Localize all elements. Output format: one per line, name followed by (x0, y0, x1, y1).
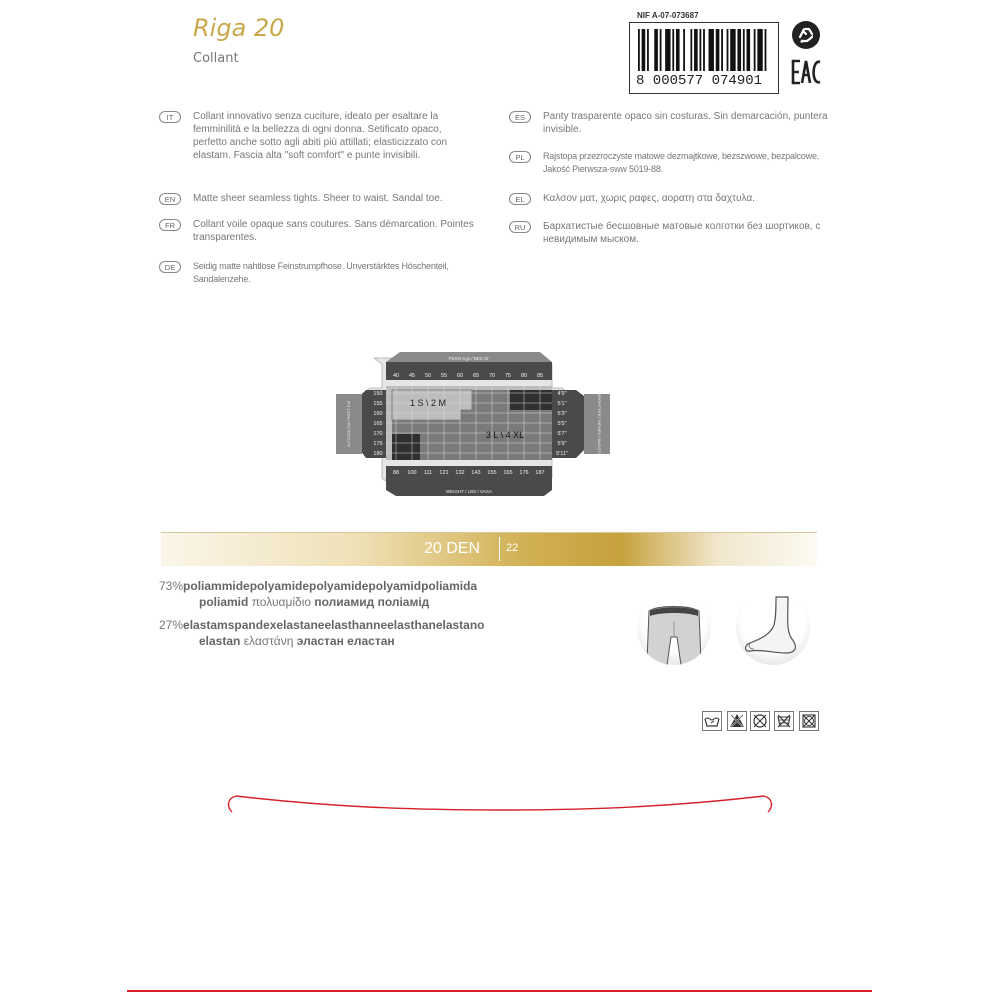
barcode-bar (737, 29, 741, 71)
height-ft-tick: 5'11" (556, 451, 568, 457)
barcode-bar (699, 29, 701, 71)
weight-kg-tick: 60 (456, 373, 464, 379)
barcode-bar (765, 29, 767, 71)
height-cm-tick: 155 (373, 401, 383, 407)
weight-kg-tick: 45 (408, 373, 416, 379)
composition-pct-2: 27% (159, 618, 184, 632)
composition-poliamid: poliamid (199, 595, 249, 609)
barcode-bar (727, 29, 729, 71)
language-code-fr: FR (159, 219, 181, 231)
language-code-de: DE (159, 261, 181, 273)
height-ft-tick: 5'5" (557, 421, 567, 427)
fold-guide-line (222, 784, 778, 824)
composition-pct-1: 73% (159, 579, 184, 593)
hand-wash-icon (702, 711, 722, 731)
composition-line-1b (199, 596, 429, 609)
description-text-en: Matte sheer seamless tights. Sheer to waist. Sandal toe. (193, 193, 443, 204)
sheer-to-waist-icon (637, 591, 711, 665)
product-title: Riga 20 (193, 14, 285, 42)
barcode-bar (665, 29, 670, 71)
size-chart-right-label: HEIGHT FEET INCHES / ВЫСОТА (597, 392, 602, 456)
weight-kg-tick: 65 (472, 373, 480, 379)
barcode-bar (638, 29, 640, 71)
weight-kg-tick: 75 (504, 373, 512, 379)
bottom-red-line (127, 990, 872, 992)
weight-lbs-tick: 111 (423, 470, 433, 476)
barcode-bar (757, 29, 762, 71)
height-cm-tick: 175 (373, 441, 383, 447)
description-ru (509, 220, 828, 246)
barcode-bar (730, 29, 735, 71)
height-cm-tick: 170 (373, 431, 383, 437)
height-ft-tick: 5'9" (557, 441, 567, 447)
description-el (509, 192, 828, 205)
barcode-bar (746, 29, 750, 71)
composition-cyr-2: эластан еластан (296, 634, 395, 648)
barcode-bar (676, 29, 680, 71)
description-text-es: Panty trasparente opaco sin costuras. Sin demarcación, puntera invisible. (543, 111, 828, 135)
language-code-el: EL (509, 193, 531, 205)
size-zone-sm: 1 S \ 2 M (409, 398, 447, 408)
language-code-it: IT (159, 111, 181, 123)
weight-lbs-tick: 176 (519, 470, 529, 476)
den-separator (499, 537, 500, 561)
description-en (159, 192, 478, 205)
product-subtitle: Collant (193, 51, 239, 66)
weight-lbs-tick: 155 (487, 470, 497, 476)
description-fr (159, 218, 478, 244)
no-dryclean-icon (799, 711, 819, 731)
no-tumble-dry-icon (774, 711, 794, 731)
description-text-pl: Rajstopa przezroczyste matowe dezmajtkowe, bezszwowe, bezpalcowe. Jakość Pierwsza-sww 5019-88. (543, 151, 820, 174)
height-cm-tick: 150 (373, 391, 383, 397)
size-chart-top-label: PESO Kgs / ВЕС КГ (448, 356, 490, 361)
weight-kg-tick: 85 (536, 373, 544, 379)
description-text-el: Καλσον ματ, χωρις ραφες, αορατη στα δαχτυλα. (543, 193, 755, 204)
barcode-bar (716, 29, 720, 71)
height-ft-tick: 5'3" (557, 411, 567, 417)
weight-lbs-tick: 100 (407, 470, 417, 476)
description-pl (509, 150, 828, 176)
no-iron-icon (750, 711, 770, 731)
barcode-bar (743, 29, 745, 71)
size-chart-left-label: ALTEZZA CM / РОСТ СМ (346, 401, 351, 447)
weight-lbs-tick: 143 (471, 470, 481, 476)
barcode-bar (703, 29, 705, 71)
recycle-icon (791, 20, 821, 50)
barcode-bar (654, 29, 658, 71)
description-text-it: Collant innovativo senza cuciture, ideato per esaltare la femminilità e la bellezza di ogni donna. Setificato opaco, perfetto anche sotto agli abiti più attillati; elasticizzato con elastam. Fascia alta "soft comfort" e punte invisibili. (193, 111, 448, 161)
barcode-bar (683, 29, 685, 71)
language-code-es: ES (509, 111, 531, 123)
height-cm-tick: 180 (373, 451, 383, 457)
composition-line-1 (159, 580, 477, 593)
den-next: 22 (506, 542, 519, 554)
weight-lbs-tick: 165 (503, 470, 513, 476)
weight-lbs-tick: 121 (439, 470, 449, 476)
composition-names-2: elastamspandexelastaneelasthanneelasthanelastano (183, 618, 485, 632)
den-band-border (161, 532, 817, 533)
size-chart-bottom-label: WEIGHT / LBS / VAGA (445, 489, 493, 494)
description-text-ru: Бархатистые бесшовные матовые колготки без шортиков, с невидимым мыском. (543, 221, 821, 245)
description-de (159, 260, 478, 286)
height-ft-tick: 5'1" (557, 401, 567, 407)
size-chart (330, 350, 610, 500)
weight-lbs-tick: 88 (392, 470, 400, 476)
composition-names-1: poliammidepolyamidepolyamidepolyamidpoliamida (183, 579, 478, 593)
composition-line-2 (159, 619, 485, 632)
size-zone-lxl: 3 L \ 4 XL (485, 430, 525, 440)
den-band (161, 532, 817, 566)
description-text-de: Seidig matte nahtlose Feinstrumpfhose. Unverstärktes Höschenteil, Sandalenzehe. (193, 261, 449, 284)
nif-code: NIF A-07-073687 (637, 11, 699, 20)
weight-lbs-tick: 132 (455, 470, 465, 476)
description-it (159, 110, 478, 162)
height-ft-tick: 5'7" (557, 431, 567, 437)
height-cm-tick: 165 (373, 421, 383, 427)
barcode-bar (642, 29, 646, 71)
weight-lbs-tick: 187 (535, 470, 545, 476)
description-text-fr: Collant voile opaque sans coutures. Sans démarcation. Pointes transparentes. (193, 219, 474, 243)
barcode-bars (638, 29, 770, 71)
barcode-bar (709, 29, 714, 71)
composition-line-2b (199, 635, 395, 648)
language-code-ru: RU (509, 221, 531, 233)
language-code-pl: PL (509, 151, 531, 163)
barcode-bar (647, 29, 649, 71)
composition-greek-1: πολυαμίδιο (251, 595, 312, 609)
description-es (509, 110, 828, 136)
barcode-bar (754, 29, 756, 71)
barcode-bar (690, 29, 692, 71)
eac-mark (791, 58, 821, 86)
barcode-bar (721, 29, 723, 71)
height-ft-tick: 4'9" (557, 391, 567, 397)
barcode-bar (672, 29, 674, 71)
eac-text: EAC (791, 58, 794, 59)
barcode-bar (660, 29, 662, 71)
barcode (629, 22, 779, 94)
composition-elastan: elastan (199, 634, 241, 648)
sandal-toe-icon (736, 591, 810, 665)
weight-kg-tick: 55 (440, 373, 448, 379)
composition-cyr-1: полиамид поліамід (314, 595, 430, 609)
weight-kg-tick: 70 (488, 373, 496, 379)
den-label: 20 DEN (424, 540, 481, 557)
no-bleach-icon (727, 711, 747, 731)
weight-kg-tick: 40 (392, 373, 400, 379)
height-cm-tick: 160 (373, 411, 383, 417)
composition-greek-2: ελαστάνη (243, 634, 294, 648)
weight-kg-tick: 50 (424, 373, 432, 379)
weight-kg-tick: 80 (520, 373, 528, 379)
barcode-digits: 8 000577 074901 (636, 73, 763, 89)
language-code-en: EN (159, 193, 181, 205)
barcode-bar (694, 29, 698, 71)
